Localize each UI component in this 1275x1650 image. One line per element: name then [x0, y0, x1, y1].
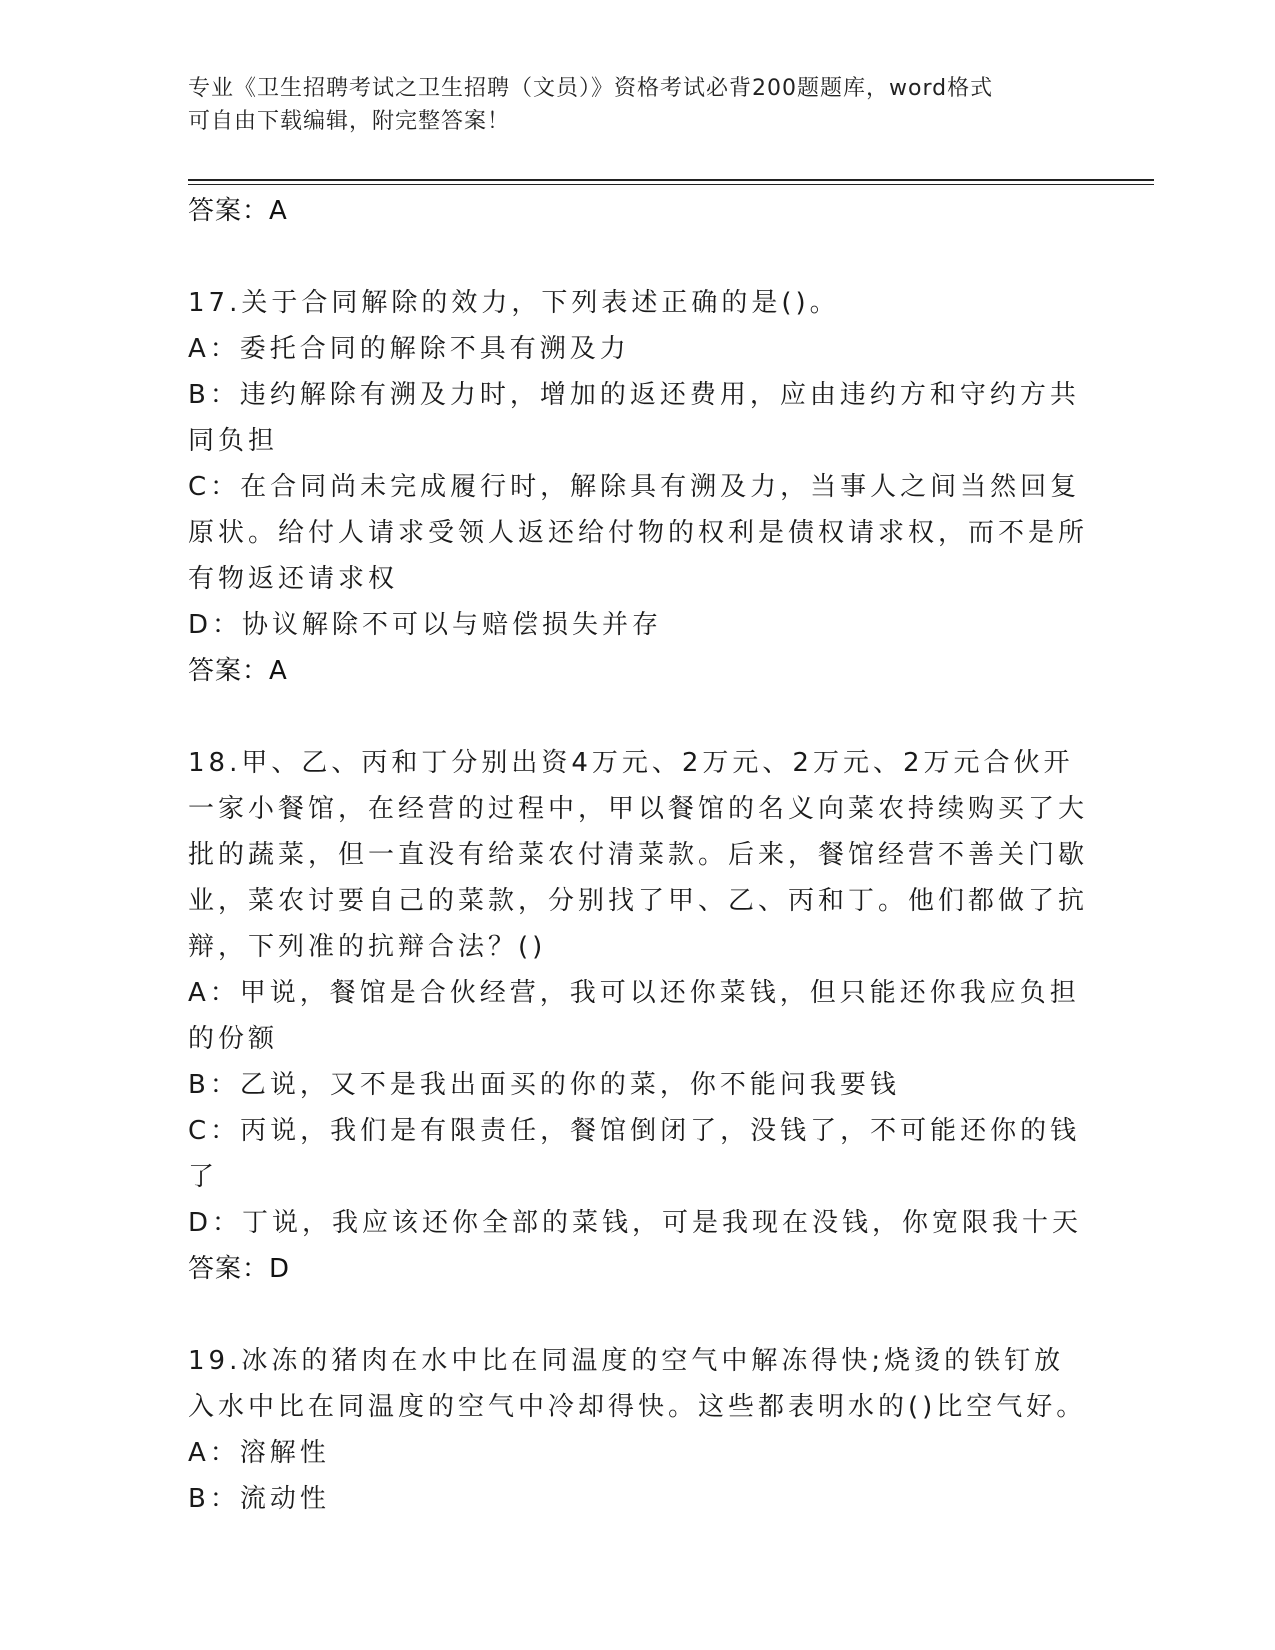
- question-18-option-c: C：丙说，我们是有限责任，餐馆倒闭了，没钱了，不可能还你的钱了: [188, 1116, 1081, 1192]
- question-19-stem: 19.冰冻的猪肉在水中比在同温度的空气中解冻得快;烧烫的铁钉放入水中比在同温度的空气中冷却得快。这些都表明水的()比空气好。: [188, 1346, 1087, 1422]
- question-19-option-a: A：溶解性: [188, 1438, 330, 1468]
- question-18: [188, 740, 1088, 1292]
- spacer: [188, 234, 1088, 280]
- question-17-answer: 答案：A: [188, 656, 288, 686]
- question-18-option-a: A：甲说，餐馆是合伙经营，我可以还你菜钱，但只能还你我应负担的份额: [188, 978, 1080, 1054]
- document-body: [188, 188, 1088, 1522]
- question-18-stem: 18.甲、乙、丙和丁分别出资4万元、2万元、2万元、2万元合伙开一家小餐馆，在经营的过程中，甲以餐馆的名义向菜农持续购买了大批的蔬菜，但一直没有给菜农付清菜款。后来，餐馆经营不善关门歇业，菜农讨要自己的菜款，分别找了甲、乙、丙和丁。他们都做了抗辩，下列准的抗辩合法？(): [188, 748, 1089, 962]
- spacer: [188, 694, 1088, 740]
- header-line-2: 可自由下载编辑，附完整答案！: [188, 109, 511, 134]
- question-19: [188, 1338, 1088, 1522]
- question-17-option-a: A：委托合同的解除不具有溯及力: [188, 334, 630, 364]
- question-19-option-b: B：流动性: [188, 1484, 330, 1514]
- header-line-1: 专业《卫生招聘考试之卫生招聘（文员）》资格考试必背200题题库，word格式: [188, 76, 994, 101]
- question-17-option-d: D：协议解除不可以与赔偿损失并存: [188, 610, 663, 640]
- answer-16: 答案：A: [188, 196, 288, 226]
- question-18-option-b: B：乙说，又不是我出面买的你的菜，你不能问我要钱: [188, 1070, 900, 1100]
- spacer: [188, 1292, 1088, 1338]
- question-17-option-c: C：在合同尚未完成履行时，解除具有溯及力，当事人之间当然回复原状。给付人请求受领人返还给付物的权利是债权请求权，而不是所有物返还请求权: [188, 472, 1089, 594]
- page-header: [188, 72, 1088, 138]
- question-17: [188, 280, 1088, 694]
- header-divider-thin: [188, 184, 1154, 185]
- question-17-option-b: B：违约解除有溯及力时，增加的返还费用，应由违约方和守约方共同负担: [188, 380, 1080, 456]
- header-divider: [188, 179, 1154, 181]
- question-18-answer: 答案：D: [188, 1254, 291, 1284]
- question-17-stem: 17.关于合同解除的效力，下列表述正确的是()。: [188, 288, 840, 318]
- question-18-option-d: D：丁说，我应该还你全部的菜钱，可是我现在没钱，你宽限我十天: [188, 1208, 1083, 1238]
